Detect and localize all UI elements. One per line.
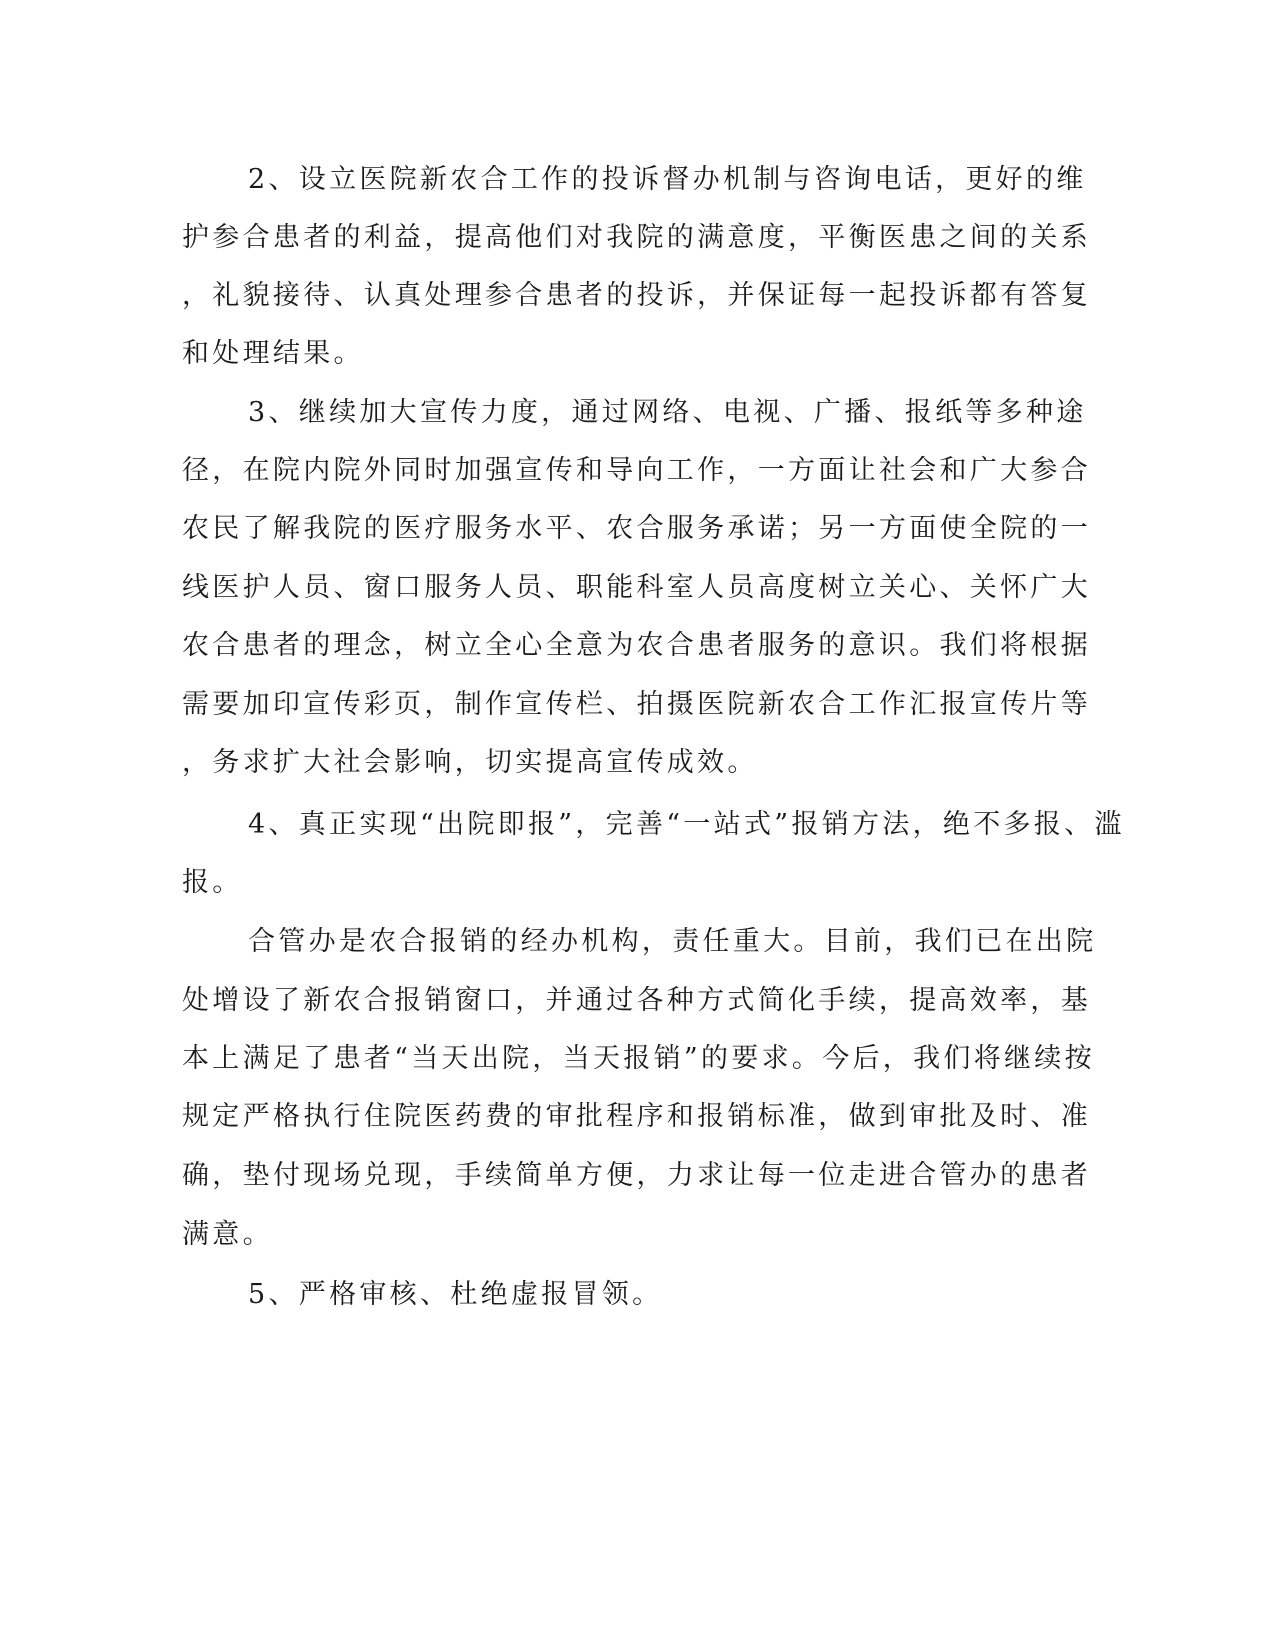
- text-line: 处增设了新农合报销窗口，并通过各种方式简化手续，提高效率，基: [182, 985, 1091, 1016]
- text-line: 护参合患者的利益，提高他们对我院的满意度，平衡医患之间的关系: [182, 222, 1091, 253]
- text-line: ，务求扩大社会影响，切实提高宣传成效。: [182, 747, 758, 778]
- text-line: 2、设立医院新农合工作的投诉督办机制与咨询电话，更好的维: [248, 164, 1087, 195]
- text-line: 5、严格审核、杜绝虚报冒领。: [248, 1279, 663, 1310]
- text-line: 需要加印宣传彩页，制作宣传栏、拍摄医院新农合工作汇报宣传片等: [182, 689, 1091, 720]
- text-line: 农民了解我院的医疗服务水平、农合服务承诺；另一方面使全院的一: [182, 513, 1091, 544]
- text-line: ，礼貌接待、认真处理参合患者的投诉，并保证每一起投诉都有答复: [182, 280, 1091, 311]
- text-line: 确，垫付现场兑现，手续简单方便，力求让每一位走进合管办的患者: [182, 1160, 1091, 1191]
- text-line: 合管办是农合报销的经办机构，责任重大。目前，我们已在出院: [248, 926, 1097, 957]
- text-line: 规定严格执行住院医药费的审批程序和报销标准，做到审批及时、准: [182, 1101, 1091, 1132]
- text-line: 线医护人员、窗口服务人员、职能科室人员高度树立关心、关怀广大: [182, 572, 1091, 603]
- text-line: 径，在院内院外同时加强宣传和导向工作，一方面让社会和广大参合: [182, 455, 1091, 486]
- text-line: 3、继续加大宣传力度，通过网络、电视、广播、报纸等多种途: [248, 397, 1087, 428]
- text-line: 农合患者的理念，树立全心全意为农合患者服务的意识。我们将根据: [182, 630, 1091, 661]
- text-line: 4、真正实现“出院即报”，完善“一站式”报销方法，绝不多报、滥: [248, 809, 1125, 840]
- text-line: 满意。: [182, 1219, 273, 1250]
- text-line: 本上满足了患者“当天出院，当天报销”的要求。今后，我们将继续按: [182, 1043, 1095, 1074]
- text-line: 和处理结果。: [182, 338, 364, 369]
- text-line: 报。: [182, 867, 243, 898]
